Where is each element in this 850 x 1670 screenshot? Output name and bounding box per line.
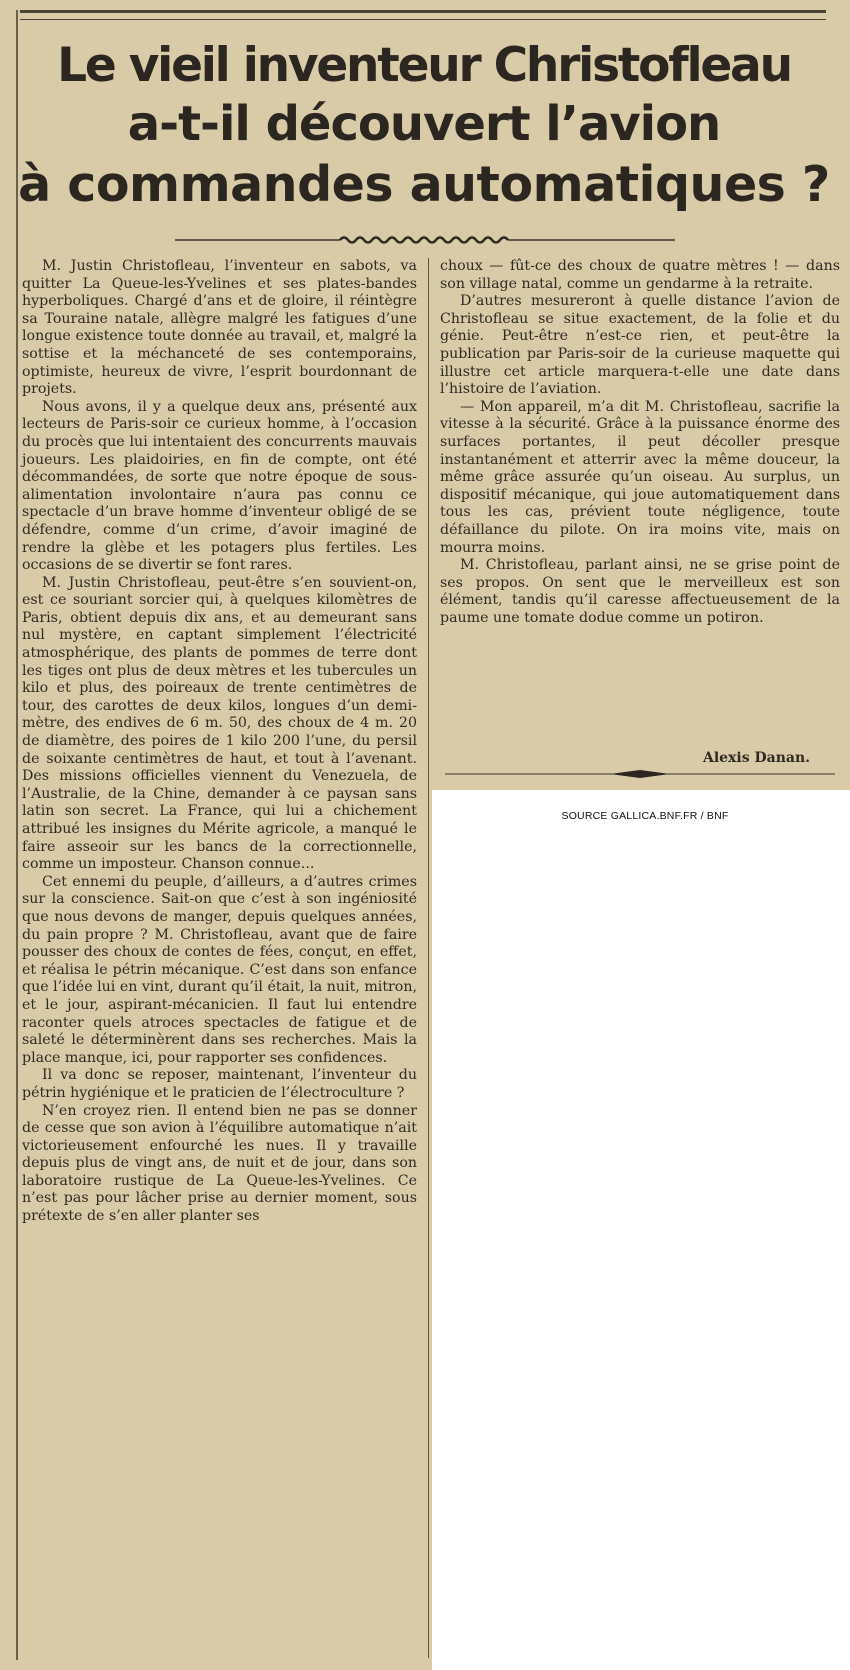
article-column-left (22, 258, 417, 1226)
paragraph: N’en croyez rien. Il entend bien ne pas se donner de cesse que son avion à l’équilibre automatique n’ait victorieusement enfourché les nues. Il y travaille depuis plus de vingt ans, de nuit et de jour, dans son laboratoire rustique de La Queue-les-Yvelines. Ce n’est pas pour lâcher prise au dernier moment, sous prétexte de s’en aller planter ses (22, 1102, 417, 1225)
paragraph: M. Christofleau, parlant ainsi, ne se grise point de ses propos. On sent que le merveilleux est son élément, tandis qu’il caresse affectueusement de la paume une tomate dodue comme un potiron. (440, 557, 840, 626)
source-credit: SOURCE GALLICA.BNF.FR / BNF (561, 810, 729, 822)
paragraph: choux — fût-ce des choux de quatre mètres ! — dans son village natal, comme un gendarme à la retraite. (440, 258, 840, 292)
article-column-right (440, 258, 840, 627)
paragraph: D’autres mesureront à quelle distance l’avion de Christofleau se situe exactement, de la folie et du génie. Peut-être n’est-ce rien, et peut-être la publication par Paris-soir de la curieuse maquette qui illustre cet article marquera-t-elle une date dans l’histoire de l’aviation. (440, 293, 840, 398)
headline-line-1: Le vieil inventeur Christofleau (57, 38, 791, 93)
column-divider (428, 258, 429, 1658)
headline-ornament-rule (175, 234, 675, 246)
headline-line-2: a-t-il découvert l’avion (127, 96, 721, 152)
top-rule (20, 10, 826, 20)
headline (18, 38, 830, 216)
paragraph: — Mon appareil, m’a dit M. Christofleau, sacrifie la vitesse à la sécurité. Grâce à la puissance énorme des surfaces portantes, il peut décoller presque instantanément et atterrir avec la même douceur, la même grâce assurée qu’un oiseau. Au surplus, un dispositif mécanique, qui joue automatiquement dans tous les cas, prévient toute négligence, toute défaillance du pilote. On ira moins vite, mais on mourra moins. (440, 398, 840, 556)
paragraph: Il va donc se reposer, maintenant, l’inventeur du pétrin hygiénique et le praticien de l’électroculture ? (22, 1067, 417, 1101)
paragraph: Nous avons, il y a quelque deux ans, présenté aux lecteurs de Paris-soir ce curieux homme, à l’occasion du procès que lui intentaient des concurrents mauvais joueurs. Les plaidoiries, en fin de compte, ont été décommandées, de sorte que notre époque de sous-alimentation involontaire n’aura pas connu ce spectacle d’un brave homme d’inventeur obligé de se défendre, comme d’un crime, d’avoir imaginé de rendre la glèbe et les potagers plus fertiles. Les occasions de se divertir se font rares. (22, 398, 417, 574)
headline-line-3: à commandes automatiques ? (18, 156, 830, 213)
author-signature: Alexis Danan. (702, 750, 810, 766)
paragraph: M. Justin Christofleau, l’inventeur en sabots, va quitter La Queue-les-Yvelines et ses plates-bandes hyperboliques. Chargé d’ans et de gloire, il réintègre sa Touraine natale, allègre malgré les fatigues d’une longue existence toute donnée au travail, et, malgré la sottise et la méchanceté de ses contemporains, optimiste, heureux de vivre, l’esprit bourdonnant de projets. (22, 258, 417, 398)
paragraph: Cet ennemi du peuple, d’ailleurs, a d’autres crimes sur la conscience. Sait-on que c’est à son ingéniosité que nous devons de manger, depuis quelques années, du pain propre ? M. Christofleau, avant que de faire pousser des choux de contes de fées, conçut, en effet, et réalisa le pétrin mécanique. C’est dans son enfance que l’idée lui en vint, durant qu’il était, la nuit, mitron, et le jour, aspirant-mécanicien. Il faut lui entendre raconter quels atroces spectacles de fatigue et de saleté le déterminèrent dans ses recherches. Mais la place manque, ici, pour rapporter ses confidences. (22, 873, 417, 1066)
paragraph: M. Justin Christofleau, peut-être s’en souvient-on, est ce souriant sorcier qui, à quelques kilomètres de Paris, obtient depuis dix ans, et au demeurant sans nul mystère, en captant simplement l’électricité atmosphérique, des plants de pommes de terre dont les tiges ont plus de deux mètres et les tubercules un kilo et plus, des poireaux de trente centimètres de tour, des carottes de deux kilos, longues d’un demi-mètre, des endives de 6 m. 50, des choux de 4 m. 20 de diamètre, des poires de 1 kilo 200 l’une, du persil de soixante centimètres de haut, et tout à l’avenant. Des missions officielles viennent du Venezuela, de l’Australie, de la Chine, demander à ce paysan sans latin son secret. La France, qui lui a chichement attribué les insignes du Mérite agricole, a manqué le faire asseoir sur les bancs de la correctionnelle, comme un imposteur. Chanson connue... (22, 574, 417, 873)
frame-rule (16, 10, 18, 1660)
end-ornament-rule (445, 769, 835, 779)
